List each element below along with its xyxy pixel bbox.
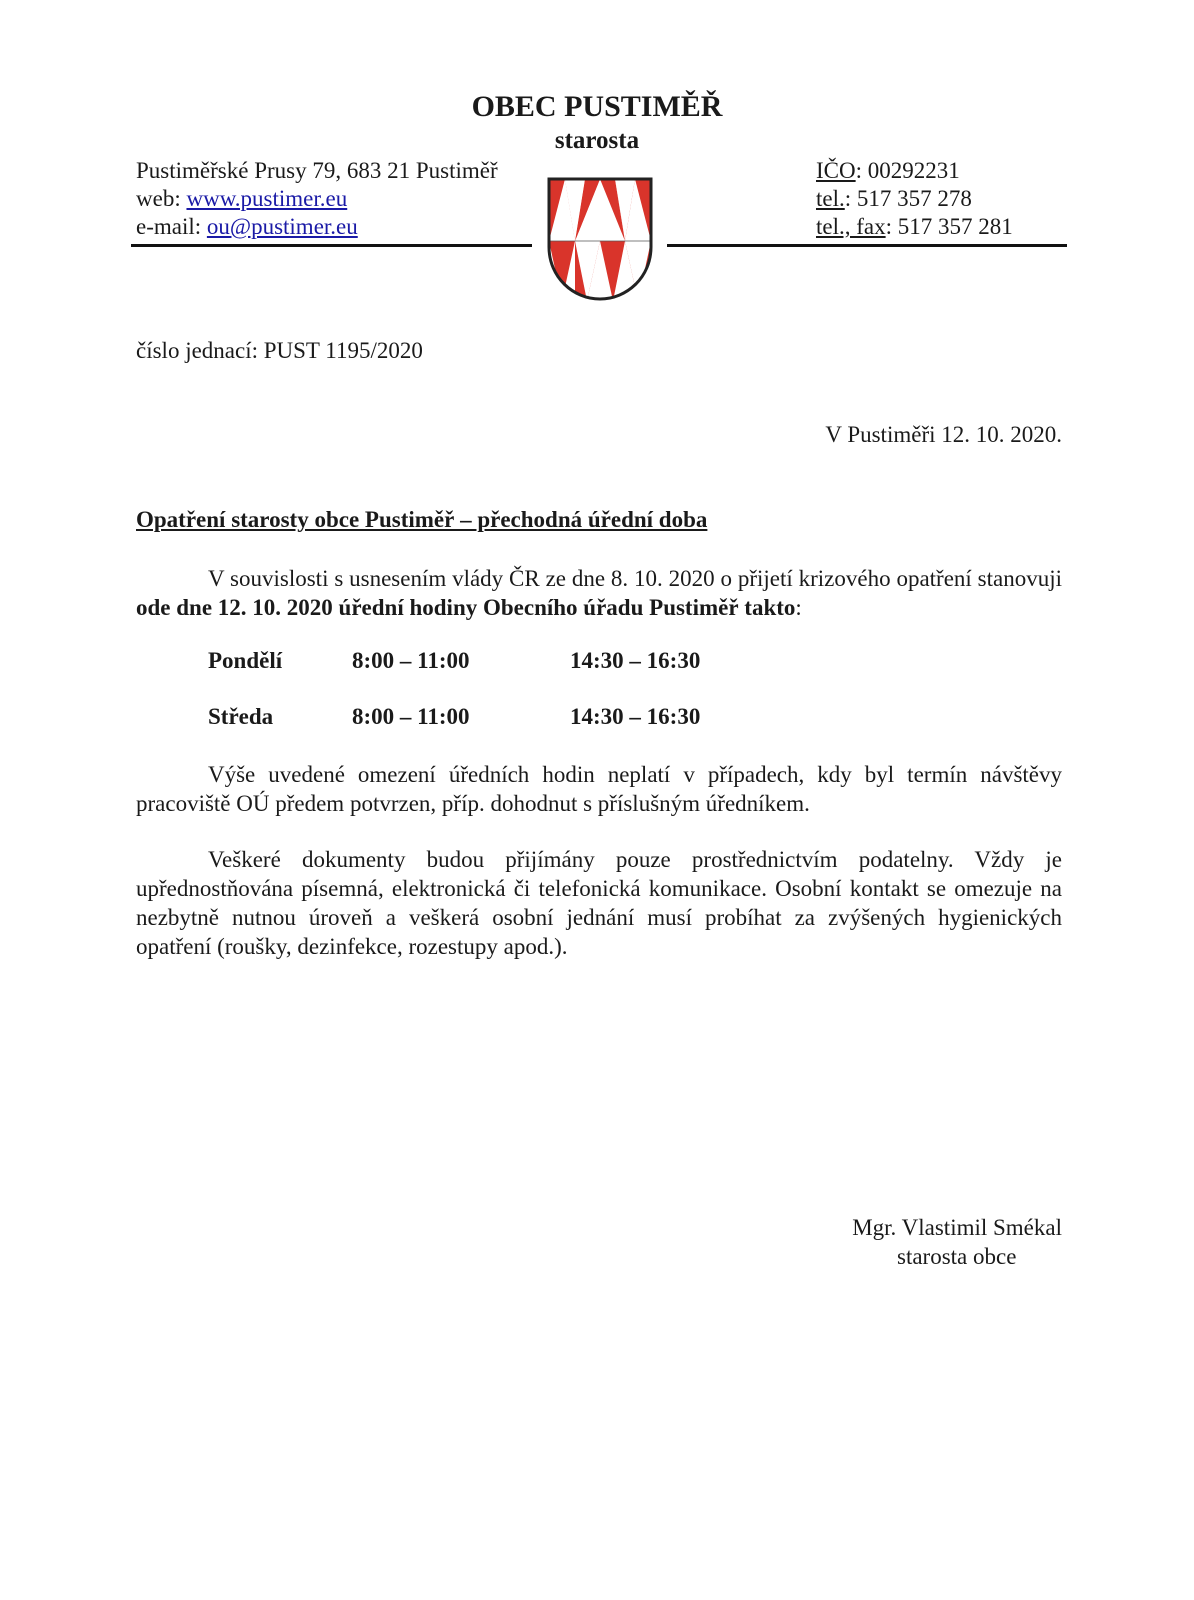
web-label: web: — [136, 186, 181, 211]
web-link[interactable]: www.pustimer.eu — [186, 186, 348, 211]
document-heading: Opatření starosty obce Pustiměř – přechodná úřední doba — [136, 507, 708, 532]
header-divider-left — [131, 244, 532, 247]
hours-morning: 8:00 – 11:00 — [352, 704, 470, 729]
page-title: OBEC PUSTIMĚŘ — [471, 90, 723, 123]
web-line — [136, 185, 498, 213]
header-divider-right — [667, 244, 1067, 247]
ico-label: IČO — [816, 158, 856, 183]
ico-line — [816, 157, 1013, 185]
tel-label: tel. — [816, 186, 845, 211]
signature-role: starosta obce — [897, 1244, 1017, 1269]
telfax-label: tel., fax — [816, 214, 886, 239]
hours-afternoon: 14:30 – 16:30 — [570, 704, 701, 729]
paragraph-intro-end: : — [795, 595, 802, 620]
telfax-value: : 517 357 281 — [885, 214, 1013, 239]
ico-value: : 00292231 — [855, 158, 960, 183]
paragraph-exception: Výše uvedené omezení úředních hodin neplatí v případech, kdy byl termín návštěvy pracoviště OÚ předem potvrzen, příp. dohodnut s příslušným úředníkem. — [136, 762, 1062, 816]
signature-name: Mgr. Vlastimil Smékal — [852, 1215, 1062, 1240]
paragraph-intro-text: V souvislosti s usnesením vlády ČR ze dne 8. 10. 2020 o přijetí krizového opatření stanovuji — [208, 566, 1062, 591]
telfax-line — [816, 213, 1013, 241]
tel-line — [816, 185, 1013, 213]
paragraph-documents: Veškeré dokumenty budou přijímány pouze prostřednictvím podatelny. Vždy je upřednostňována písemná, elektronická či telefonická komunikace. Osobní kontakt se omezuje na nezbytně nutnou úroveň a veškerá osobní jednání musí probíhat za zvýšených hygienických opatření (roušky, dezinfekce, rozestupy apod.). — [136, 847, 1062, 959]
crest-field-white — [545, 175, 655, 303]
place-date: V Pustiměři 12. 10. 2020. — [825, 422, 1062, 447]
reference-number: číslo jednací: PUST 1195/2020 — [136, 338, 423, 363]
hours-afternoon: 14:30 – 16:30 — [570, 648, 701, 673]
hours-morning: 8:00 – 11:00 — [352, 648, 470, 673]
page-subtitle: starosta — [554, 127, 640, 154]
contact-block-right — [816, 157, 1013, 241]
email-label: e-mail: — [136, 214, 202, 239]
email-link[interactable]: ou@pustimer.eu — [206, 214, 358, 239]
paragraph-intro-bold: ode dne 12. 10. 2020 úřední hodiny Obecního úřadu Pustiměř takto — [136, 595, 796, 620]
hours-day: Pondělí — [208, 648, 283, 673]
paragraph-intro — [136, 564, 1062, 622]
hours-day: Středa — [208, 704, 274, 729]
tel-value: : 517 357 278 — [844, 186, 972, 211]
email-line — [136, 213, 498, 241]
coat-of-arms-icon — [545, 175, 655, 303]
address-line: Pustiměřské Prusy 79, 683 21 Pustiměř — [136, 158, 498, 183]
contact-block-left — [136, 157, 498, 241]
